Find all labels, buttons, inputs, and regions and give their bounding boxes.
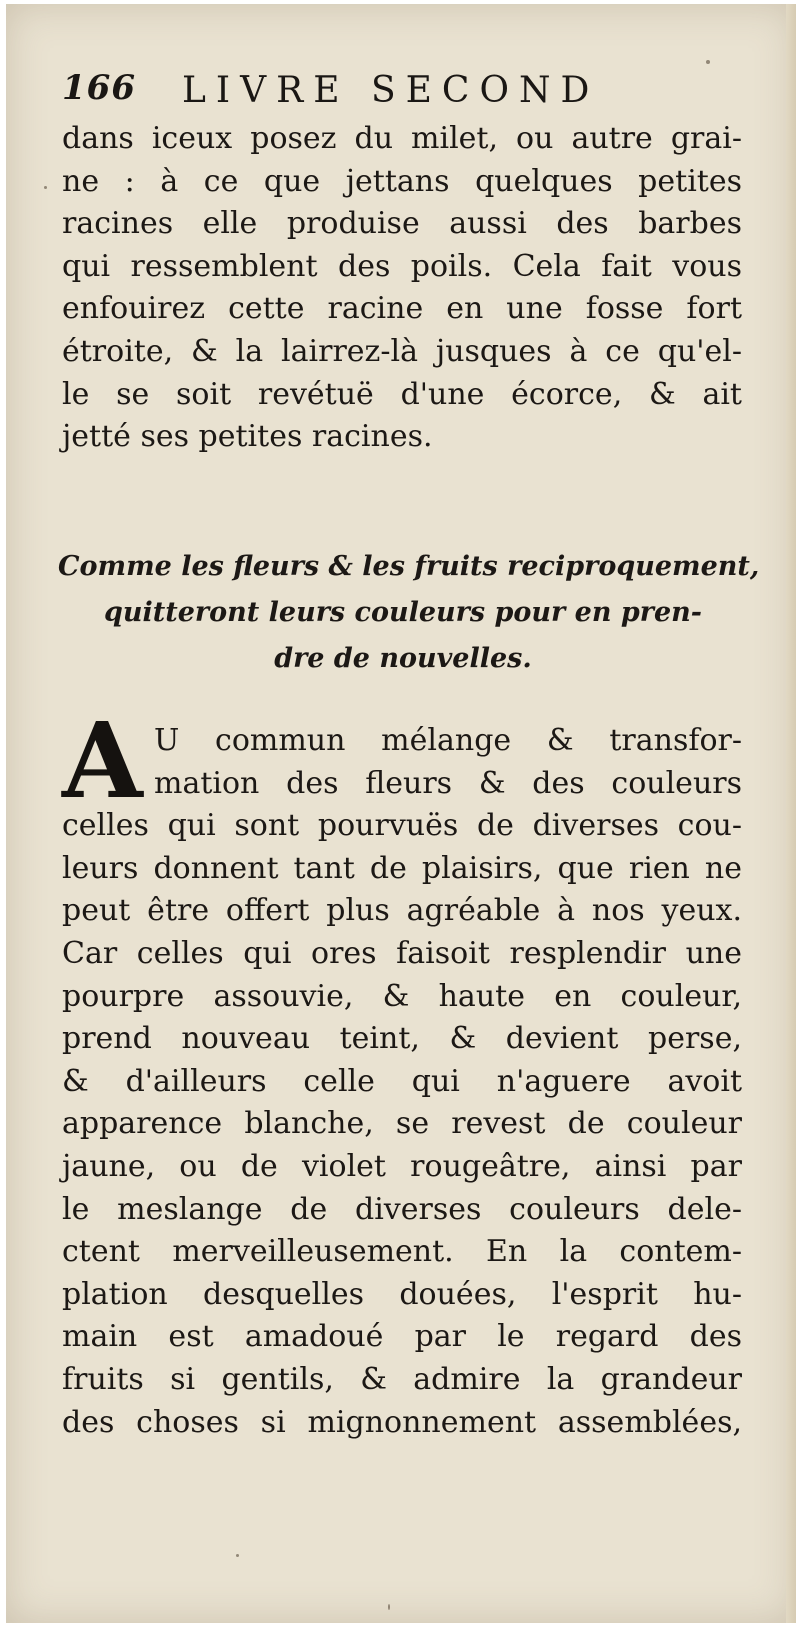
book-page — [6, 4, 796, 1623]
text-line: mation des fleurs & des couleurs — [154, 765, 742, 801]
text-line: ne : à ce que jettans quelques petites — [62, 163, 742, 199]
text-line: prend nouveau teint, & devient perse, — [62, 1021, 742, 1057]
text-line: enfouirez cette racine en une fosse fort — [62, 291, 742, 327]
text-line: racines elle produise aussi des barbes — [62, 206, 742, 242]
subtitle-line: quitteront leurs couleurs pour en pren- — [104, 597, 702, 628]
text-line: leurs donnent tant de plaisirs, que rien ne — [62, 850, 742, 886]
text-line: le meslange de diverses couleurs dele- — [62, 1191, 742, 1227]
text-line: pourpre assouvie, & haute en couleur, — [62, 978, 742, 1014]
text-line: des choses si mignonnement assemblées, — [62, 1404, 742, 1440]
text-line: dans iceux posez du milet, ou autre grai- — [62, 121, 742, 156]
text-line: apparence blanche, se revest de couleur — [62, 1106, 742, 1142]
page-header — [62, 68, 742, 120]
text-line: peut être offert plus agréable à nos yeux. — [62, 893, 742, 929]
text-line: celles qui sont pourvuës de diverses cou- — [62, 808, 742, 844]
text-line: étroite, & la lairrez-là jusques à ce qu'el- — [62, 333, 742, 369]
text-line: ctent merveilleusement. En la contem- — [62, 1234, 742, 1270]
subtitle-line: Comme les fleurs & les fruits reciproquement, — [58, 551, 760, 582]
paragraph-main — [62, 720, 742, 1444]
ink-speck — [388, 1604, 390, 1610]
text-line: qui ressemblent des poils. Cela fait vous — [62, 248, 742, 284]
paragraph-continuation — [62, 118, 742, 459]
text-line: fruits si gentils, & admire la grandeur — [62, 1361, 742, 1397]
drop-cap: A — [62, 699, 143, 822]
text-line: Car celles qui ores faisoit resplendir une — [62, 935, 742, 971]
text-line: le se soit revétuë d'une écorce, & ait — [62, 376, 742, 412]
text-line: U commun mélange & transfor- — [154, 723, 742, 758]
subtitle-line: dre de nouvelles. — [274, 643, 532, 674]
page-edge — [786, 4, 796, 1623]
text-line: plation desquelles douées, l'esprit hu- — [62, 1276, 742, 1312]
running-head: LIVRE SECOND — [182, 70, 600, 111]
ink-speck — [44, 186, 47, 189]
text-line: main est amadoué par le regard des — [62, 1319, 742, 1355]
text-line: & d'ailleurs celle qui n'aguere avoit — [62, 1063, 742, 1099]
ink-speck — [236, 1554, 239, 1557]
section-subtitle — [58, 544, 760, 682]
text-line: jetté ses petites racines. — [62, 419, 433, 455]
page-number: 166 — [62, 68, 136, 108]
ink-speck — [706, 60, 710, 64]
text-line: jaune, ou de violet rougeâtre, ainsi par — [62, 1148, 742, 1184]
